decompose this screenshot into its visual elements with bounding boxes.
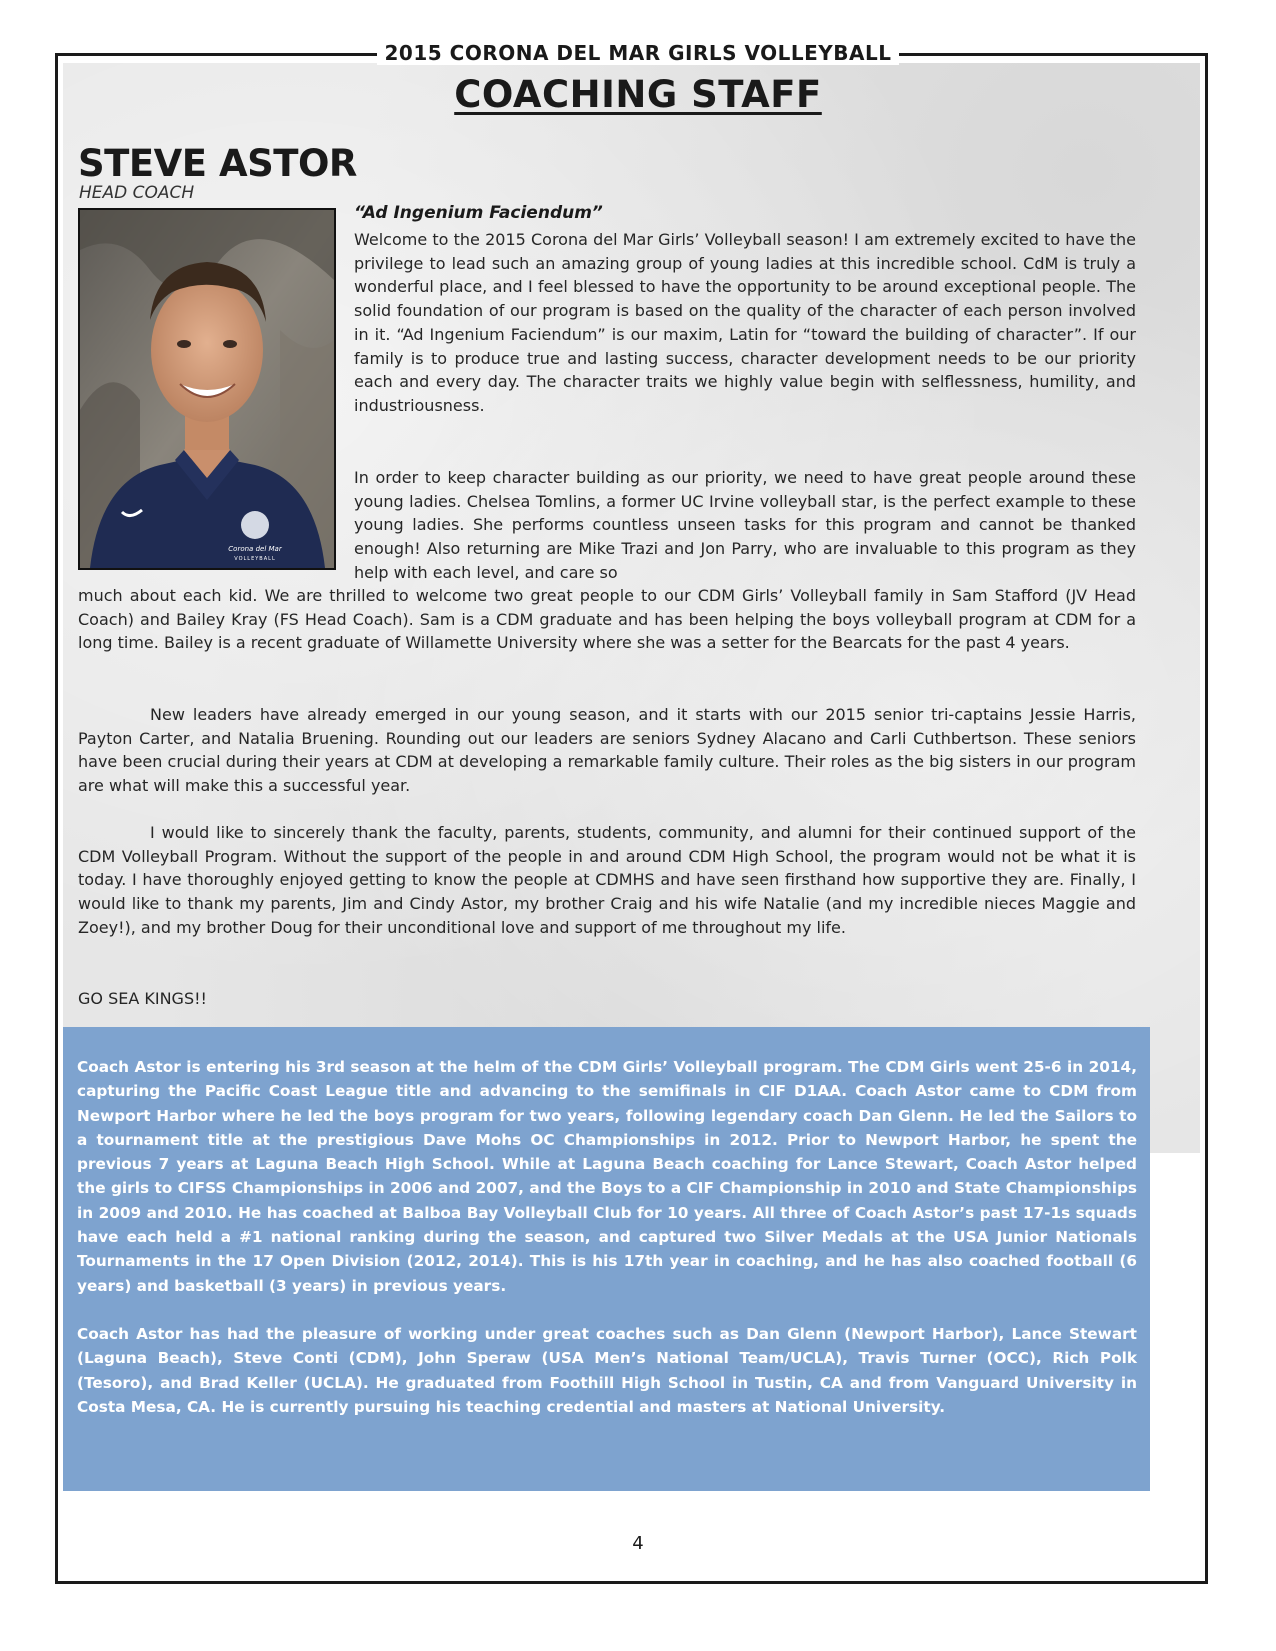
- letter-quote: “Ad Ingenium Faciendum”: [354, 203, 603, 223]
- bio-paragraph-2: Coach Astor has had the pleasure of working under great coaches such as Dan Glenn (Newport Harbor), Lance Stewart (Laguna Beach), Steve Conti (CDM), John Speraw (USA Men’s National Team/UCLA), Travis Turner (OCC), Rich Polk (Tesoro), and Brad Keller (UCLA). He graduated from Foothill High School in Tustin, CA and from Vanguard University in Costa Mesa, CA. He is currently pursuing his teaching credential and masters at National University.: [77, 1324, 1137, 1416]
- page-title: COACHING STAFF: [454, 73, 822, 116]
- bio-paragraph-1: Coach Astor is entering his 3rd season at the helm of the CDM Girls’ Volleyball program. The CDM Girls went 25-6 in 2014, capturing the Pacific Coast League title and advancing to the semifinals in CIF D1AA. Coach Astor came to CDM from Newport Harbor where he led the boys program for two years, following legendary coach Dan Glenn. He led the Sailors to a tournament title at the prestigious Dave Mohs OC Championships in 2012. Prior to Newport Harbor, he spent the previous 7 years at Laguna Beach High School. While at Laguna Beach coaching for Lance Stewart, Coach Astor helped the girls to CIFSS Championships in 2006 and 2007, and the Boys to a CIF Championship in 2010 and State Championships in 2009 and 2010. He has coached at Balboa Bay Volleyball Club for 10 years. All three of Coach Astor’s past 17-1s squads have each held a #1 national ranking during the season, and captured two Silver Medals at the USA Junior Nationals Tournaments in the 17 Open Division (2012, 2014). This is his 17th year in coaching, and he has also coached football (6 years) and basketball (3 years) in previous years.: [77, 1058, 1137, 1295]
- coach-role: HEAD COACH: [79, 183, 195, 203]
- header-title: 2015 CORONA DEL MAR GIRLS VOLLEYBALL: [0, 38, 1276, 68]
- letter-paragraph-3: New leaders have already emerged in our young season, and it starts with our 2015 senior tri-captains Jessie Harris, Payton Carter, and Natalia Bruening. Rounding out our leaders are seniors Sydney Alacano and Carli Cuthbertson. These seniors have been crucial during their years at CDM at developing a remarkable family culture. Their roles as the big sisters in our program are what will make this a successful year.: [78, 705, 1136, 796]
- coach-bio-box: [63, 1027, 1150, 1491]
- photo-logo-line1: Corona del Mar: [228, 545, 282, 553]
- letter-paragraph-4: I would like to sincerely thank the faculty, parents, students, community, and alumni for their continued support of the CDM Volleyball Program. Without the support of the people in and around CDM High School, the program would not be what it is today. I have thoroughly enjoyed getting to know the people at CDMHS and have seen firsthand how supportive they are. Finally, I would like to thank my parents, Jim and Cindy Astor, my brother Craig and his wife Natalie (and my incredible nieces Maggie and Zoey!), and my brother Doug for their unconditional love and support of me throughout my life.: [78, 823, 1136, 937]
- coach-portrait-illustration: [80, 210, 334, 568]
- coach-photo: [78, 208, 336, 570]
- page-number: 4: [0, 1531, 1276, 1557]
- letter-paragraph-2b: much about each kid. We are thrilled to welcome two great people to our CDM Girls’ Volleyball family in Sam Stafford (JV Head Coach) and Bailey Kray (FS Head Coach). Sam is a CDM graduate and has been helping the boys volleyball program at CDM for a long time. Bailey is a recent graduate of Willamette University where she was a setter for the Bearcats for the past 4 years.: [78, 586, 1136, 653]
- letter-paragraph-1: Welcome to the 2015 Corona del Mar Girls’ Volleyball season! I am extremely excited to have the privilege to lead such an amazing group of young ladies at this incredible school. CdM is truly a wonderful place, and I feel blessed to have the opportunity to be around exceptional people. The solid foundation of our program is based on the quality of the character of each person involved in it. “Ad Ingenium Faciendum” is our maxim, Latin for “toward the building of character”. If our family is to produce true and lasting success, character development needs to be our priority each and every day. The character traits we highly value begin with selflessness, humility, and industriousness.: [354, 230, 1136, 415]
- coach-name: STEVE ASTOR: [78, 142, 357, 185]
- photo-logo-line2: VOLLEYBALL: [234, 556, 276, 562]
- letter-paragraph-2a: In order to keep character building as our priority, we need to have great people around these young ladies. Chelsea Tomlins, a former UC Irvine volleyball star, is the perfect example to these young ladies. She performs countless unseen tasks for this program and cannot be thanked enough! Also returning are Mike Trazi and Jon Parry, who are invaluable to this program as they help with each level, and care so: [354, 468, 1136, 582]
- letter-signoff: GO SEA KINGS!!: [78, 989, 207, 1008]
